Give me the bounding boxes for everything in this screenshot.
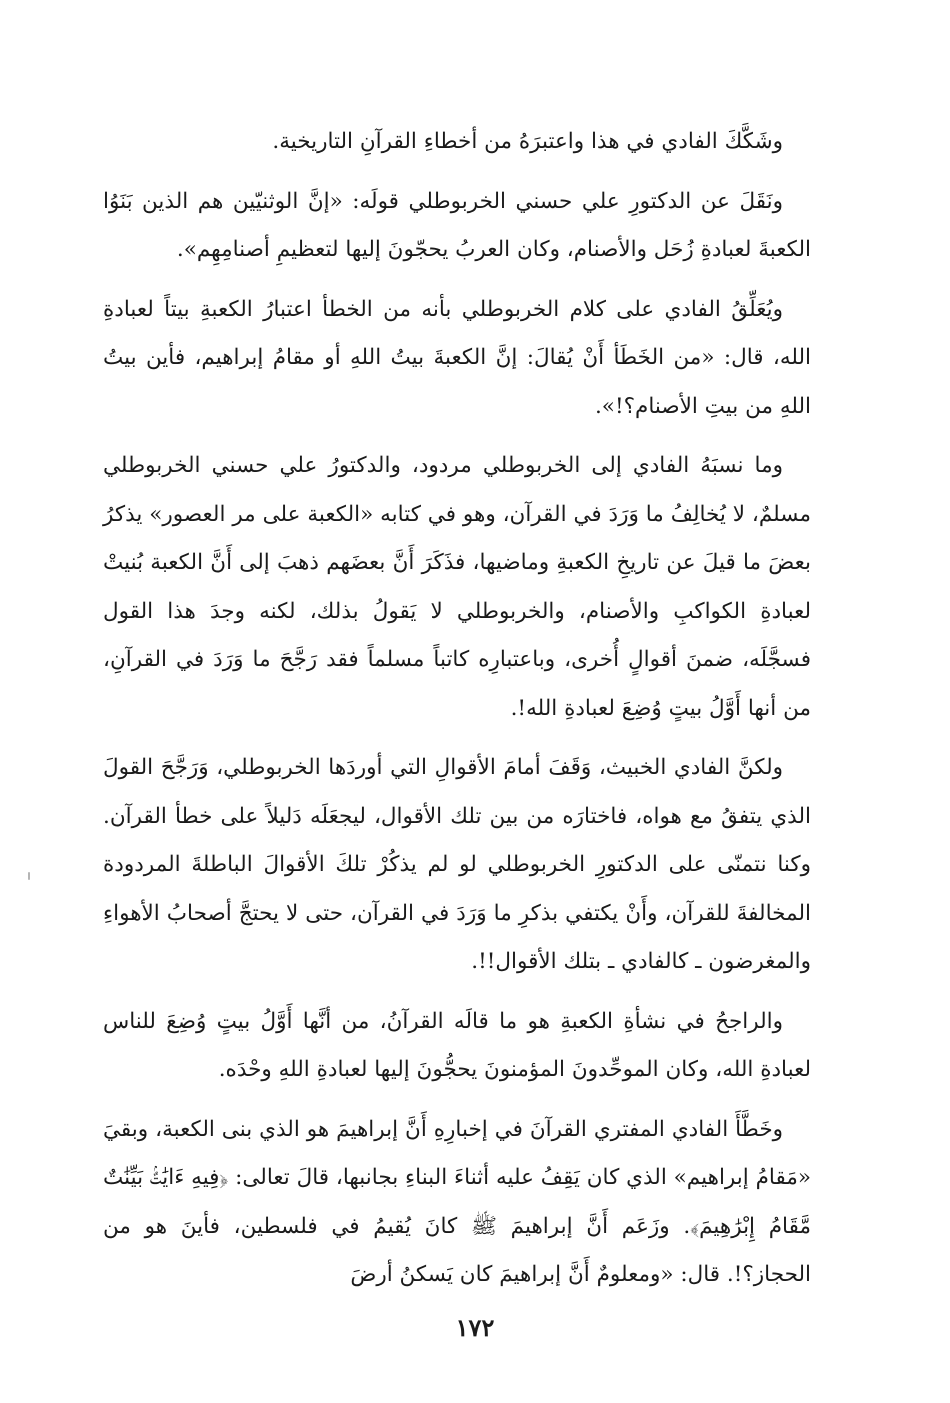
paragraph-3: ويُعَلِّقُ الفادي على كلام الخربوطلي بأنه من الخطأ اعتبارُ الكعبةِ بيتاً لعبادةِ الله، قال: «من الخَطَأ أَنْ يُقالَ: إنَّ الكعبةَ بيتُ اللهِ أو مقامُ إبراهيم، فأين بيتُ اللهِ من بيتِ الأصنام؟!». [103, 296, 811, 419]
paragraph-4: وما نسبَهُ الفادي إلى الخربوطلي مردود، والدكتورُ علي حسني الخربوطلي مسلمٌ، لا يُخالِفُ ما وَرَدَ في القرآن، وهو في كتابه «الكعبة على مر العصور» يذكرُ بعضَ ما قيلَ عن تاريخِ الكعبةِ وماضيها، فذَكَرَ أَنَّ بعضَهم ذهبَ إلى أَنَّ الكعبة بُنيتْ لعبادةِ الكواكبِ والأصنام، والخربوطلي لا يَقولُ بذلك، لكنه وجدَ هذا القول فسجَّلَه، ضمنَ أقوالٍ أُخرى، وباعتبارِه كاتباً مسلماً فقد رَجَّحَ ما وَرَدَ في القرآنِ، من أنها أَوَّلُ بيتٍ وُضِعَ لعبادةِ الله!. [103, 453, 811, 721]
paragraph-1: وشَكَّكَ الفادي في هذا واعتبرَهُ من أخطاءِ القرآنِ التاريخية. [272, 129, 783, 154]
page-number: ١٧٢ [455, 1313, 495, 1342]
paragraph-6: والراجحُ في نشأةِ الكعبةِ هو ما قالَه القرآنُ، من أنَّها أَوَّلُ بيتٍ وُضِعَ للناس لعبادةِ الله، وكان الموحِّدونَ المؤمنونَ يحجُّونَ إليها لعبادةِ اللهِ وحْدَه. [103, 1008, 811, 1082]
paragraph-5: ولكنَّ الفادي الخبيث، وَقَفَ أمامَ الأقوالِ التي أوردَها الخربوطلي، وَرَجَّحَ القولَ الذي يتفقُ مع هواه، فاختارَه من بين تلك الأقوال، ليجعَلَه دَليلاً على خطأ القرآن. وكنا نتمنّى على الدكتورِ الخربوطلي لو لم يذكُرْ تلكَ الأقوالَ الباطلةَ المردودة المخالفةَ للقرآن، وأَنْ يكتفي بذكرِ ما وَرَدَ في القرآن، حتى لا يحتجَّ أصحابُ الأهواءِ والمغرضون ـ كالفادي ـ بتلك الأقوال!!. [103, 755, 811, 974]
body-text [103, 118, 811, 1311]
paragraph-7: وخَطَّأَ الفادي المفتري القرآنَ في إخبارِهِ أَنَّ إبراهيمَ هو الذي بنى الكعبة، وبقيَ «مَقامُ إبراهيم» الذي كان يَقِفُ عليه أثناءَ البناءِ بجانبها، قالَ تعالى: ﴿فِيهِ ءَايَٰتٌۢ بَيِّنَٰتٌ مَّقَامُ إِبْرَٰهِيمَ﴾. وزَعَم أَنَّ إبراهيمَ ﷺ كانَ يُقيمُ في فلسطين، فأينَ هو من الحجاز؟!. قال: «ومعلومٌ أَنَّ إبراهيمَ كان يَسكنُ أرضَ [103, 1116, 811, 1287]
paragraph-2: ونَقَلَ عن الدكتورِ علي حسني الخربوطلي قولَه: «إنَّ الوثنيّين هم الذين بَنَوُا الكعبةَ لعبادةِ زُحَل والأصنام، وكان العربُ يحجّونَ إليها لتعظيمِ أصنامِهِم». [103, 188, 811, 262]
scan-speck [28, 872, 30, 880]
